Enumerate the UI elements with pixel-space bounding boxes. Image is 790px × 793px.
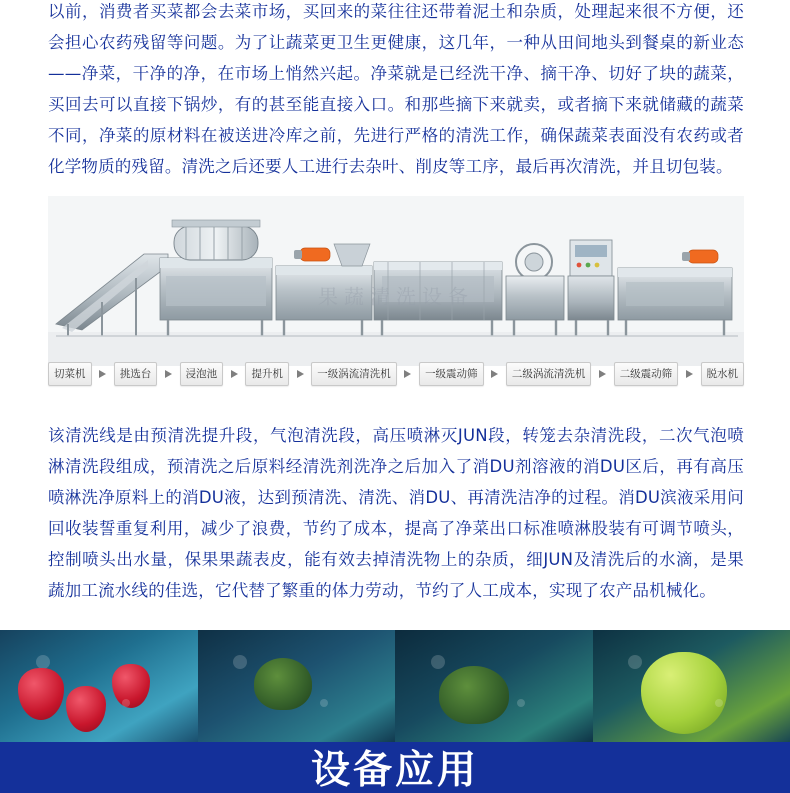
arrow-right-icon xyxy=(231,370,238,378)
broccoli-shape xyxy=(254,658,312,710)
flow-step-soaking-pool: 浸泡池 xyxy=(180,362,224,387)
photo-watermark: 果蔬清洗设备 xyxy=(318,284,474,309)
arrow-right-icon xyxy=(404,370,411,378)
broccoli-shape xyxy=(439,666,509,724)
gallery-image-strawberries xyxy=(0,630,198,742)
flow-step-elevator: 提升机 xyxy=(245,362,289,387)
arrow-right-icon xyxy=(297,370,304,378)
arrow-right-icon xyxy=(599,370,606,378)
section-banner xyxy=(0,742,790,793)
flow-step-vibrating-sieve-2: 二级震动筛 xyxy=(614,362,679,387)
flow-step-vortex-washer-2: 二级涡流清洗机 xyxy=(506,362,592,387)
arrow-right-icon xyxy=(491,370,498,378)
intro-paragraph: 以前，消费者买菜都会去菜市场，买回来的菜往往还带着泥土和杂质，处理起来很不方便，还会担心农药残留等问题。为了让蔬菜更卫生更健康，这几年，一种从田间地头到餐桌的新业态——净菜，干净的净，在市场上悄然兴起。净菜就是已经洗干净、摘干净、切好了块的蔬菜，买回去可以直接下锅炒，有的甚至能直接入口。和那些摘下来就卖，或者摘下来就储藏的蔬菜不同，净菜的原材料在被送进冷库之前，先进行严格的清洗工作，确保蔬菜表面没有农药或者化学物质的残留。清洗之后还要人工进行去杂叶、削皮等工序，最后再次清洗，并且切包装。 xyxy=(48,2,744,176)
gallery-image-broccoli-splash xyxy=(395,630,593,742)
flow-step-vibrating-sieve-1: 一级震动筛 xyxy=(419,362,484,387)
gallery-image-broccoli xyxy=(198,630,396,742)
arrow-right-icon xyxy=(686,370,693,378)
flow-step-sorting-table: 挑选台 xyxy=(114,362,158,387)
description-paragraph: 该清洗线是由预清洗提升段，气泡清洗段，高压喷淋灭JUN段，转笼去杂清洗段，二次气泡喷淋清洗段组成，预清洗之后原料经清洗剂洗净之后加入了消DU剂溶液的消DU区后，再有高压喷淋洗净原料上的消DU液，达到预清洗、清洗、消DU、再清洗洁净的过程。消DU滨液采用问回收装誓重复利用，减少了浪费，节约了成本，提高了净菜出口标准喷淋股装有可调节喷头，控制喷头出水量，保果果蔬表皮，能有效去掉清洗物上的杂质，细JUN及清洗后的水滴，是果蔬加工流水线的佳选，它代替了繁重的体力劳动，节约了人工成本，实现了农产品机械化。 xyxy=(48,426,744,600)
process-flow xyxy=(48,358,744,390)
strawberry-shape xyxy=(66,686,106,732)
banner-title: 设备应用 xyxy=(310,748,479,793)
vegetable-washing-line-illustration xyxy=(48,196,744,366)
arrow-right-icon xyxy=(165,370,172,378)
application-gallery xyxy=(0,630,790,742)
strawberry-shape xyxy=(18,668,64,720)
gallery-image-green-apple xyxy=(593,630,790,742)
machine-photo xyxy=(48,196,744,366)
flow-step-dehydrator: 脱水机 xyxy=(701,362,745,387)
apple-shape xyxy=(641,652,727,734)
flow-step-vortex-washer-1: 一级涡流清洗机 xyxy=(311,362,397,387)
flow-step-cutter: 切菜机 xyxy=(48,362,92,387)
arrow-right-icon xyxy=(99,370,106,378)
strawberry-shape xyxy=(112,664,150,708)
